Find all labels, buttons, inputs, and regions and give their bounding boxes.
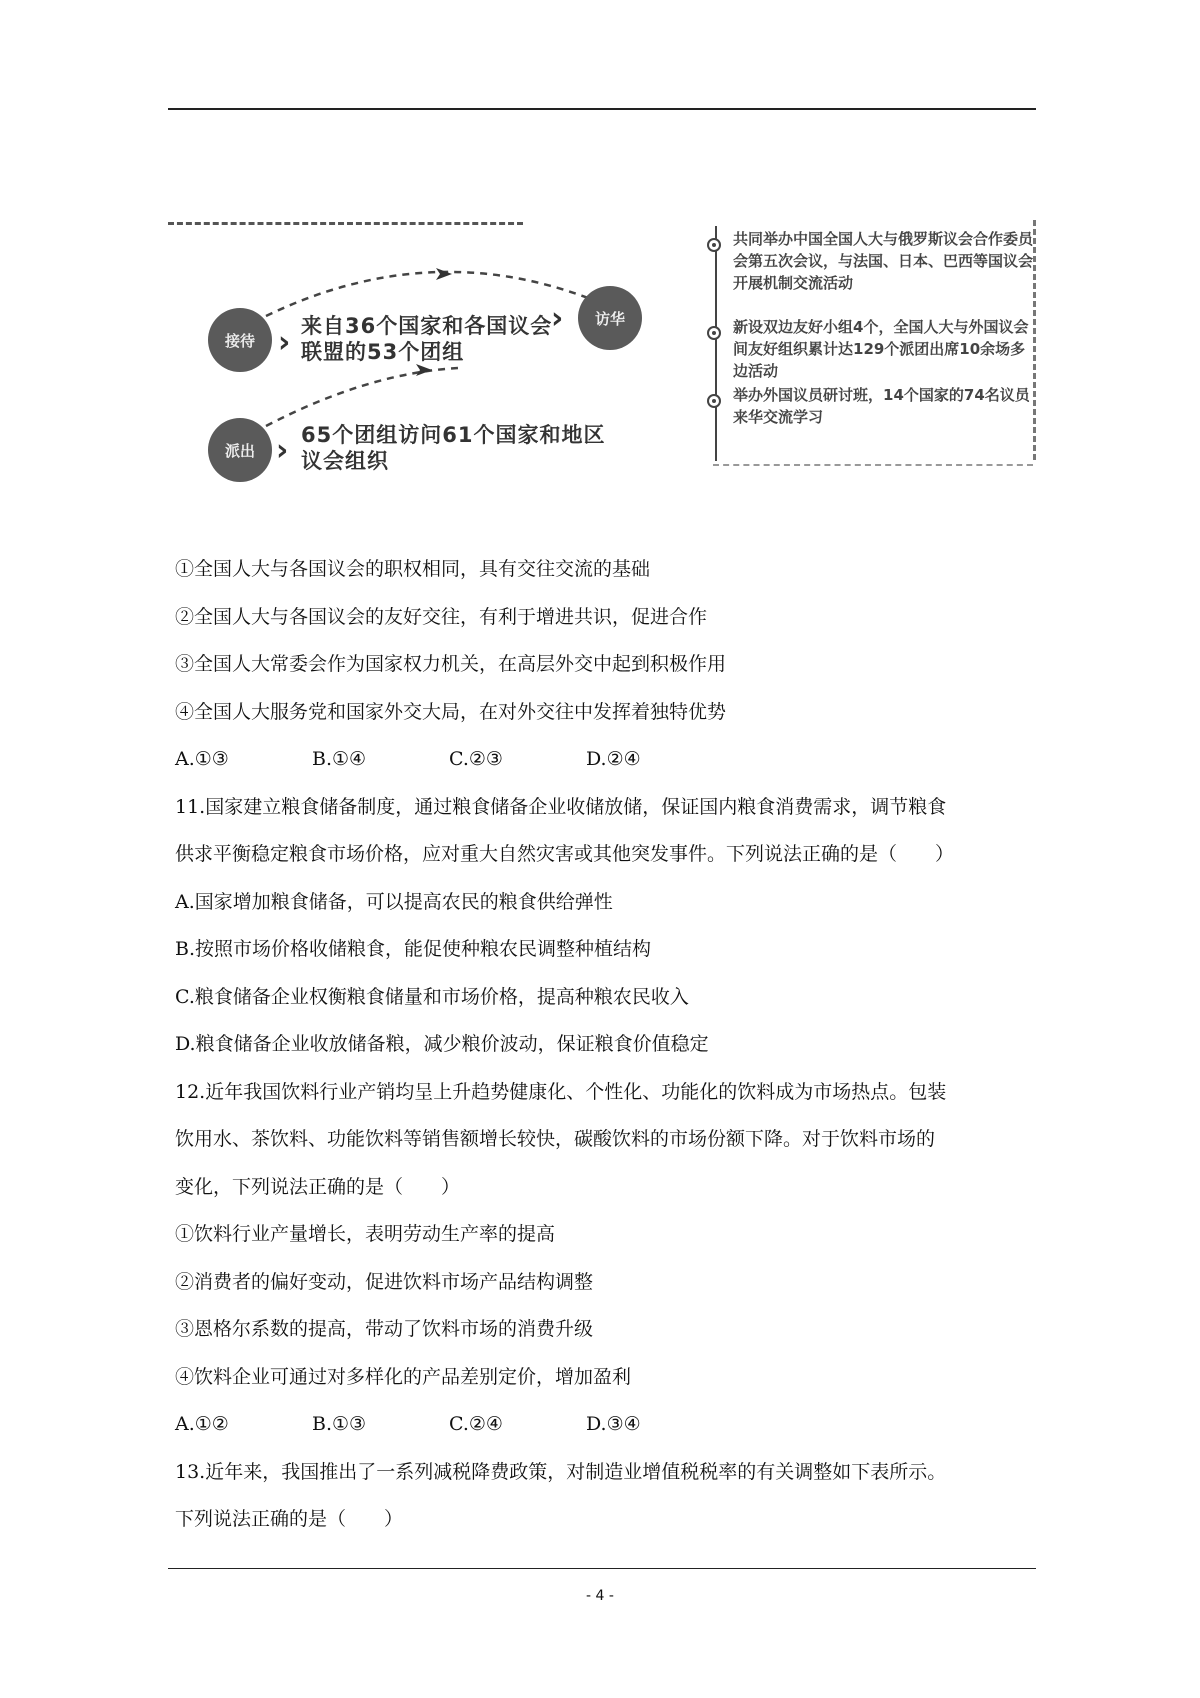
infographic bbox=[168, 218, 1036, 480]
q11-option: A.国家增加粮食储备，可以提高农民的粮食供给弹性 bbox=[175, 890, 613, 913]
timeline-line bbox=[715, 226, 717, 461]
q12-stem: 饮用水、茶饮料、功能饮料等销售额增长较快，碳酸饮料的市场份额下降。对于饮料市场的 bbox=[175, 1128, 936, 1150]
q11-option: D.粮食储备企业收放储备粮，减少粮价波动，保证粮食价值稳定 bbox=[175, 1033, 709, 1055]
page-number: - 4 - bbox=[586, 1588, 614, 1604]
visit-circle: 访华 bbox=[578, 286, 642, 350]
option-a: A.①③ bbox=[175, 748, 229, 770]
q11-option: B.按照市场价格收储粮食，能促使种粮农民调整种植结构 bbox=[175, 938, 652, 960]
q12-statement: ③恩格尔系数的提高，带动了饮料市场的消费升级 bbox=[175, 1318, 594, 1340]
timeline-dot-icon bbox=[707, 326, 721, 340]
q13-stem: 下列说法正确的是（ ） bbox=[175, 1508, 404, 1530]
option-a: A.①② bbox=[175, 1413, 229, 1435]
q12-statement: ①饮料行业产量增长，表明劳动生产率的提高 bbox=[175, 1223, 556, 1245]
option-b: B.①④ bbox=[312, 748, 367, 770]
q10-statement: ②全国人大与各国议会的友好交往，有利于增进共识，促进合作 bbox=[175, 605, 708, 628]
option-c: C.②④ bbox=[449, 1413, 503, 1435]
timeline-dot-icon bbox=[707, 238, 721, 252]
q11-option: C.粮食储备企业权衡粮食储量和市场价格，提高种粮农民收入 bbox=[175, 985, 689, 1008]
header-rule bbox=[168, 108, 1036, 110]
infographic-left-panel bbox=[168, 218, 625, 480]
chevron-right-icon: › bbox=[276, 433, 289, 468]
plane-icon bbox=[416, 364, 432, 376]
footer-rule bbox=[168, 1568, 1036, 1569]
q11-stem: 供求平衡稳定粮食市场价格，应对重大自然灾害或其他突发事件。下列说法正确的是（ ） bbox=[175, 843, 955, 865]
q10-statement: ④全国人大服务党和国家外交大局，在对外交往中发挥着独特优势 bbox=[175, 700, 727, 723]
option-d: D.③④ bbox=[586, 1413, 641, 1435]
option-b: B.①③ bbox=[312, 1413, 367, 1435]
option-d: D.②④ bbox=[586, 748, 641, 770]
timeline-item: 共同举办中国全国人大与俄罗斯议会合作委员会第五次会议，与法国、日本、巴西等国议会开展机制交流活动 bbox=[733, 230, 1034, 292]
q13-stem: 13.近年来，我国推出了一系列减税降费政策，对制造业增值税税率的有关调整如下表所示。 bbox=[175, 1460, 947, 1483]
q10-statement: ①全国人大与各国议会的职权相同，具有交往交流的基础 bbox=[175, 558, 651, 580]
q12-options bbox=[175, 1401, 1035, 1449]
receive-circle: 接待 bbox=[208, 308, 272, 372]
q10-statement: ③全国人大常委会作为国家权力机关，在高层外交中起到积极作用 bbox=[175, 653, 727, 675]
dashed-border bbox=[713, 464, 1033, 466]
q12-stem: 变化，下列说法正确的是（ ） bbox=[175, 1175, 461, 1198]
send-text: 65个团组访问61个国家和地区议会组织 bbox=[301, 423, 606, 473]
option-c: C.②③ bbox=[449, 748, 503, 770]
dashed-border bbox=[1033, 220, 1036, 460]
plane-icon bbox=[436, 268, 452, 280]
timeline-item: 举办外国议员研讨班，14个国家的74名议员来华交流学习 bbox=[733, 386, 1030, 426]
timeline-dot-icon bbox=[707, 394, 721, 408]
q10-options bbox=[175, 736, 1035, 784]
chevron-right-icon: › bbox=[551, 301, 564, 336]
q11-stem: 11.国家建立粮食储备制度，通过粮食储备企业收储放储，保证国内粮食消费需求，调节粮食 bbox=[175, 795, 947, 818]
chevron-right-icon: › bbox=[278, 325, 291, 360]
q12-statement: ④饮料企业可通过对多样化的产品差别定价，增加盈利 bbox=[175, 1365, 632, 1388]
timeline-item: 新设双边友好小组4个，全国人大与外国议会间友好组织累计达129个派团出席10余场多边活动 bbox=[733, 318, 1029, 380]
q12-stem: 12.近年我国饮料行业产销均呈上升趋势健康化、个性化、功能化的饮料成为市场热点。包装 bbox=[175, 1080, 947, 1103]
send-circle: 派出 bbox=[208, 418, 272, 482]
infographic-right-panel bbox=[703, 216, 1043, 478]
receive-text: 来自36个国家和各国议会联盟的53个团组 bbox=[301, 314, 553, 364]
question-content bbox=[175, 546, 1035, 1544]
q12-statement: ②消费者的偏好变动，促进饮料市场产品结构调整 bbox=[175, 1270, 594, 1293]
